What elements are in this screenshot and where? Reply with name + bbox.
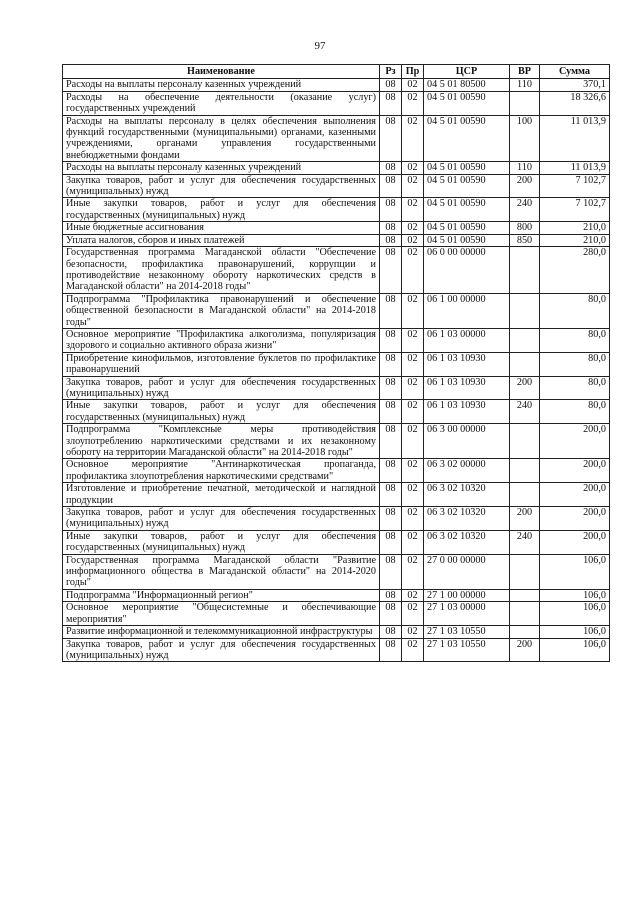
cell-name: Основное мероприятие "Профилактика алкоголизма, популяризация здорового и социально активного образа жизни"	[63, 328, 380, 352]
cell-name: Государственная программа Магаданской области "Развитие информационного общества в Магаданской области" на 2014-2020 годы"	[63, 554, 380, 589]
table-row	[63, 174, 610, 198]
cell-pr: 02	[402, 376, 424, 400]
cell-vr	[510, 589, 540, 601]
cell-vr: 200	[510, 507, 540, 531]
cell-vr	[510, 91, 540, 115]
cell-csr: 27 1 03 00000	[424, 602, 510, 626]
cell-pr: 02	[402, 162, 424, 174]
cell-rz: 08	[380, 638, 402, 662]
cell-name: Развитие информационной и телекоммуникационной инфраструктуры	[63, 626, 380, 638]
cell-vr	[510, 554, 540, 589]
table-row	[63, 507, 610, 531]
table-row	[63, 198, 610, 222]
cell-sum: 106,0	[540, 602, 610, 626]
cell-vr	[510, 483, 540, 507]
cell-csr: 06 3 02 10320	[424, 530, 510, 554]
table-row	[63, 91, 610, 115]
cell-pr: 02	[402, 293, 424, 328]
cell-pr: 02	[402, 483, 424, 507]
table-row	[63, 162, 610, 174]
table-row	[63, 247, 610, 294]
cell-pr: 02	[402, 424, 424, 459]
cell-csr: 04 5 01 00590	[424, 91, 510, 115]
cell-csr: 27 1 03 10550	[424, 638, 510, 662]
table-body	[63, 79, 610, 662]
budget-table	[62, 64, 610, 662]
table-header-row	[63, 65, 610, 79]
table-row	[63, 589, 610, 601]
cell-rz: 08	[380, 234, 402, 246]
cell-sum: 106,0	[540, 554, 610, 589]
cell-pr: 02	[402, 115, 424, 162]
header-name: Наименование	[63, 65, 380, 79]
cell-rz: 08	[380, 589, 402, 601]
cell-sum: 7 102,7	[540, 198, 610, 222]
cell-sum: 200,0	[540, 483, 610, 507]
cell-vr	[510, 626, 540, 638]
cell-csr: 06 1 03 10930	[424, 376, 510, 400]
cell-rz: 08	[380, 507, 402, 531]
cell-name: Уплата налогов, сборов и иных платежей	[63, 234, 380, 246]
cell-sum: 280,0	[540, 247, 610, 294]
cell-csr: 06 1 00 00000	[424, 293, 510, 328]
header-csr: ЦСР	[424, 65, 510, 79]
cell-sum: 7 102,7	[540, 174, 610, 198]
cell-vr: 850	[510, 234, 540, 246]
cell-vr	[510, 247, 540, 294]
table-row	[63, 293, 610, 328]
cell-sum: 106,0	[540, 589, 610, 601]
cell-csr: 04 5 01 00590	[424, 162, 510, 174]
cell-pr: 02	[402, 507, 424, 531]
cell-rz: 08	[380, 328, 402, 352]
cell-vr	[510, 459, 540, 483]
cell-csr: 06 0 00 00000	[424, 247, 510, 294]
cell-sum: 200,0	[540, 530, 610, 554]
cell-rz: 08	[380, 424, 402, 459]
table-row	[63, 459, 610, 483]
cell-csr: 04 5 01 80500	[424, 79, 510, 91]
cell-csr: 04 5 01 00590	[424, 234, 510, 246]
table-row	[63, 424, 610, 459]
cell-csr: 06 1 03 10930	[424, 400, 510, 424]
cell-vr: 100	[510, 115, 540, 162]
cell-csr: 04 5 01 00590	[424, 174, 510, 198]
cell-name: Изготовление и приобретение печатной, методической и наглядной продукции	[63, 483, 380, 507]
cell-name: Иные закупки товаров, работ и услуг для обеспечения государственных (муниципальных) нужд	[63, 530, 380, 554]
cell-name: Основное мероприятие "Общесистемные и обеспечивающие мероприятия"	[63, 602, 380, 626]
cell-vr	[510, 352, 540, 376]
cell-csr: 06 3 02 00000	[424, 459, 510, 483]
cell-csr: 27 0 00 00000	[424, 554, 510, 589]
cell-csr: 27 1 00 00000	[424, 589, 510, 601]
cell-rz: 08	[380, 198, 402, 222]
cell-name: Закупка товаров, работ и услуг для обеспечения государственных (муниципальных) нужд	[63, 507, 380, 531]
cell-rz: 08	[380, 530, 402, 554]
cell-rz: 08	[380, 91, 402, 115]
cell-vr: 200	[510, 638, 540, 662]
cell-sum: 18 326,6	[540, 91, 610, 115]
cell-pr: 02	[402, 79, 424, 91]
cell-sum: 80,0	[540, 376, 610, 400]
table-row	[63, 626, 610, 638]
cell-rz: 08	[380, 376, 402, 400]
cell-sum: 80,0	[540, 352, 610, 376]
cell-rz: 08	[380, 247, 402, 294]
cell-rz: 08	[380, 79, 402, 91]
cell-rz: 08	[380, 626, 402, 638]
cell-vr: 240	[510, 400, 540, 424]
cell-sum: 106,0	[540, 638, 610, 662]
page-number: 97	[314, 40, 326, 52]
cell-vr	[510, 424, 540, 459]
cell-sum: 11 013,9	[540, 115, 610, 162]
table-row	[63, 483, 610, 507]
table-row	[63, 115, 610, 162]
cell-rz: 08	[380, 459, 402, 483]
table-row	[63, 554, 610, 589]
cell-name: Иные закупки товаров, работ и услуг для обеспечения государственных (муниципальных) нужд	[63, 198, 380, 222]
cell-name: Закупка товаров, работ и услуг для обеспечения государственных (муниципальных) нужд	[63, 174, 380, 198]
cell-name: Расходы на выплаты персоналу в целях обеспечения выполнения функций государственными (муниципальными) органами, казенными учреждениями, органами управления государственными внебюджетными фондами	[63, 115, 380, 162]
cell-name: Иные закупки товаров, работ и услуг для обеспечения государственных (муниципальных) нужд	[63, 400, 380, 424]
cell-pr: 02	[402, 400, 424, 424]
cell-rz: 08	[380, 400, 402, 424]
cell-sum: 210,0	[540, 222, 610, 234]
cell-vr	[510, 602, 540, 626]
cell-rz: 08	[380, 554, 402, 589]
cell-csr: 06 3 02 10320	[424, 483, 510, 507]
cell-vr: 240	[510, 530, 540, 554]
cell-sum: 11 013,9	[540, 162, 610, 174]
cell-rz: 08	[380, 222, 402, 234]
cell-name: Приобретение кинофильмов, изготовление буклетов по профилактике правонарушений	[63, 352, 380, 376]
table-row	[63, 376, 610, 400]
cell-name: Подпрограмма "Информационный регион"	[63, 589, 380, 601]
table-row	[63, 222, 610, 234]
cell-vr: 200	[510, 376, 540, 400]
cell-sum: 80,0	[540, 328, 610, 352]
cell-name: Закупка товаров, работ и услуг для обеспечения государственных (муниципальных) нужд	[63, 638, 380, 662]
cell-csr: 06 3 00 00000	[424, 424, 510, 459]
cell-sum: 210,0	[540, 234, 610, 246]
table-row	[63, 602, 610, 626]
cell-name: Основное мероприятие "Антинаркотическая пропаганда, профилактика злоупотребления наркотическими средствами"	[63, 459, 380, 483]
cell-pr: 02	[402, 459, 424, 483]
cell-rz: 08	[380, 352, 402, 376]
cell-pr: 02	[402, 530, 424, 554]
cell-csr: 04 5 01 00590	[424, 115, 510, 162]
cell-name: Расходы на выплаты персоналу казенных учреждений	[63, 79, 380, 91]
cell-name: Иные бюджетные ассигнования	[63, 222, 380, 234]
table-row	[63, 234, 610, 246]
cell-rz: 08	[380, 174, 402, 198]
cell-rz: 08	[380, 483, 402, 507]
cell-sum: 200,0	[540, 424, 610, 459]
table-row	[63, 328, 610, 352]
cell-pr: 02	[402, 328, 424, 352]
cell-vr	[510, 293, 540, 328]
header-rz: Рз	[380, 65, 402, 79]
cell-rz: 08	[380, 293, 402, 328]
cell-pr: 02	[402, 602, 424, 626]
header-pr: Пр	[402, 65, 424, 79]
cell-name: Подпрограмма "Комплексные меры противодействия злоупотреблению наркотическими средствами и их незаконному обороту на территории Магаданской области" на 2014-2018 годы"	[63, 424, 380, 459]
cell-csr: 06 3 02 10320	[424, 507, 510, 531]
cell-rz: 08	[380, 602, 402, 626]
cell-pr: 02	[402, 234, 424, 246]
cell-sum: 106,0	[540, 626, 610, 638]
cell-name: Расходы на выплаты персоналу казенных учреждений	[63, 162, 380, 174]
cell-name: Подпрограмма "Профилактика правонарушений и обеспечение общественной безопасности в Магаданской области" на 2014-2018 годы"	[63, 293, 380, 328]
cell-pr: 02	[402, 554, 424, 589]
cell-pr: 02	[402, 589, 424, 601]
cell-vr: 240	[510, 198, 540, 222]
table-row	[63, 638, 610, 662]
cell-vr: 800	[510, 222, 540, 234]
cell-name: Закупка товаров, работ и услуг для обеспечения государственных (муниципальных) нужд	[63, 376, 380, 400]
cell-vr: 110	[510, 79, 540, 91]
cell-csr: 27 1 03 10550	[424, 626, 510, 638]
cell-sum: 200,0	[540, 507, 610, 531]
cell-csr: 06 1 03 00000	[424, 328, 510, 352]
cell-sum: 80,0	[540, 293, 610, 328]
cell-rz: 08	[380, 162, 402, 174]
cell-pr: 02	[402, 638, 424, 662]
header-sum: Сумма	[540, 65, 610, 79]
table-row	[63, 530, 610, 554]
table-row	[63, 79, 610, 91]
header-vr: ВР	[510, 65, 540, 79]
cell-pr: 02	[402, 247, 424, 294]
table-row	[63, 400, 610, 424]
cell-pr: 02	[402, 174, 424, 198]
cell-csr: 04 5 01 00590	[424, 198, 510, 222]
cell-vr	[510, 328, 540, 352]
cell-sum: 370,1	[540, 79, 610, 91]
cell-pr: 02	[402, 352, 424, 376]
cell-name: Расходы на обеспечение деятельности (оказание услуг) государственных учреждений	[63, 91, 380, 115]
cell-pr: 02	[402, 198, 424, 222]
cell-pr: 02	[402, 222, 424, 234]
cell-sum: 80,0	[540, 400, 610, 424]
cell-pr: 02	[402, 626, 424, 638]
cell-name: Государственная программа Магаданской области "Обеспечение безопасности, профилактика правонарушений, коррупции и противодействие незаконному обороту наркотических средств в Магаданской области" на 2014-2018 годы"	[63, 247, 380, 294]
cell-vr: 200	[510, 174, 540, 198]
cell-csr: 04 5 01 00590	[424, 222, 510, 234]
cell-vr: 110	[510, 162, 540, 174]
cell-csr: 06 1 03 10930	[424, 352, 510, 376]
cell-rz: 08	[380, 115, 402, 162]
cell-sum: 200,0	[540, 459, 610, 483]
cell-pr: 02	[402, 91, 424, 115]
table-row	[63, 352, 610, 376]
